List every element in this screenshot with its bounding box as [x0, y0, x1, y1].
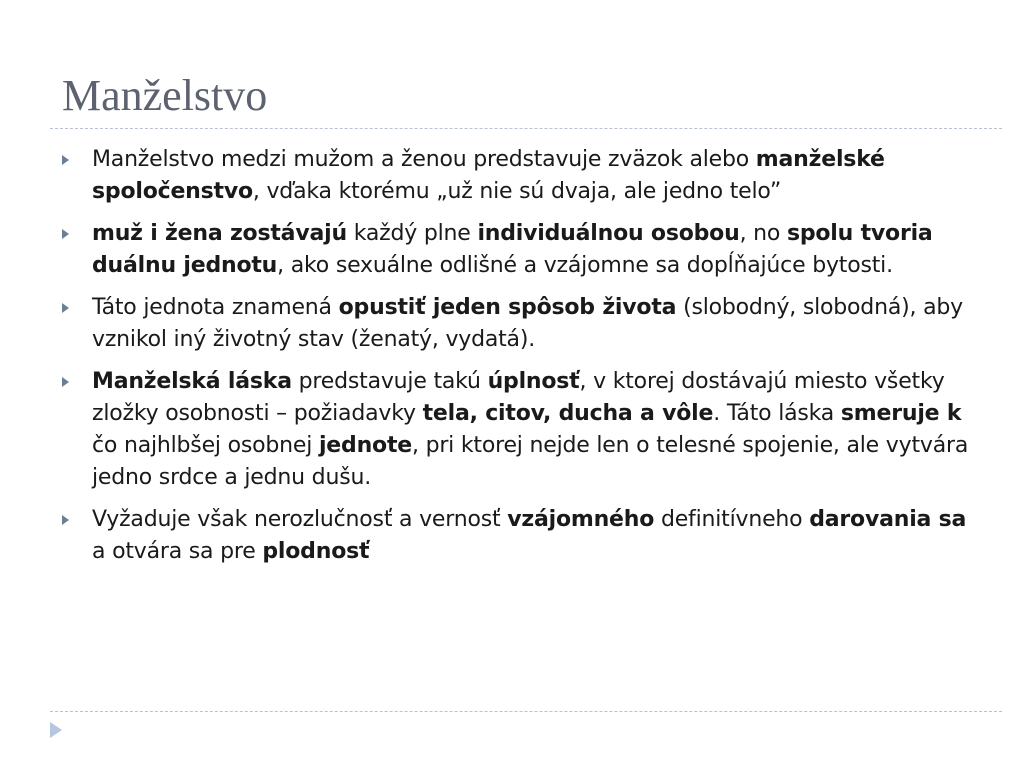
- bullet-item: [62, 366, 972, 494]
- bullet-item: [62, 292, 972, 356]
- bullet-segment: a otvára sa pre: [92, 539, 263, 564]
- bullet-text: [92, 369, 968, 490]
- bullet-bold-segment: opustiť jeden spôsob života: [338, 295, 677, 320]
- bullet-bold-segment: spolu tvoria duálnu jednotu: [92, 221, 933, 278]
- bullet-segment: každý plne: [346, 221, 478, 246]
- bullet-segment: . Táto láska: [713, 401, 841, 426]
- bullet-bold-segment: úplnosť: [487, 369, 580, 394]
- bullet-list: [62, 144, 972, 578]
- slide-title: Manželstvo: [62, 71, 268, 120]
- bullet-bold-segment: tela, citov, ducha a vôle: [422, 401, 714, 426]
- triangle-bullet-icon: [62, 155, 69, 165]
- bullet-segment: , no: [739, 221, 787, 246]
- title-divider: [50, 128, 1002, 129]
- triangle-bullet-icon: [62, 515, 69, 525]
- bullet-segment: predstavuje takú: [291, 369, 488, 394]
- bullet-item: [62, 218, 972, 282]
- bullet-segment: čo najhlbšej osobnej: [92, 433, 319, 458]
- bullet-text: [92, 221, 933, 278]
- bullet-bold-segment: manželské spoločenstvo: [92, 147, 885, 204]
- bullet-bold-segment: plodnosť: [262, 539, 370, 564]
- bullet-segment: Táto jednota znamená: [92, 295, 339, 320]
- bullet-bold-segment: vzájomného: [507, 507, 655, 532]
- bullet-item: [62, 144, 972, 208]
- bullet-bold-segment: darovania sa: [809, 507, 967, 532]
- bullet-bold-segment: muž i žena zostávajú: [92, 221, 347, 246]
- triangle-bullet-icon: [62, 229, 69, 239]
- footer-divider: [50, 711, 1002, 712]
- bullet-segment: , pri ktorej nejde len o telesné spojenie, ale vytvára jedno srdce a jednu dušu.: [92, 433, 969, 490]
- bullet-segment: Manželstvo medzi mužom a ženou predstavuje zväzok alebo: [92, 147, 756, 172]
- triangle-bullet-icon: [62, 303, 69, 313]
- triangle-bullet-icon: [62, 377, 69, 387]
- bullet-segment: Vyžaduje však nerozlučnosť a vernosť: [92, 507, 508, 532]
- bullet-bold-segment: Manželská láska: [92, 369, 292, 394]
- bullet-segment: , vďaka ktorému „už nie sú dvaja, ale jedno telo”: [252, 179, 782, 204]
- bullet-segment: , ako sexuálne odlišné a vzájomne sa dopĺňajúce bytosti.: [277, 253, 893, 278]
- triangle-nav-icon: [50, 722, 62, 738]
- bullet-bold-segment: individuálnou osobou: [477, 221, 740, 246]
- bullet-item: [62, 504, 972, 568]
- bullet-segment: , v ktorej dostávajú miesto všetky zložky osobnosti – požiadavky: [92, 369, 945, 426]
- bullet-bold-segment: jednote: [318, 433, 412, 458]
- bullet-bold-segment: smeruje k: [840, 401, 962, 426]
- bullet-text: [92, 147, 885, 204]
- bullet-segment: definitívneho: [654, 507, 810, 532]
- bullet-text: [92, 507, 966, 564]
- bullet-text: [92, 295, 963, 352]
- bullet-segment: (slobodný, slobodná), aby vznikol iný životný stav (ženatý, vydatá).: [92, 295, 963, 352]
